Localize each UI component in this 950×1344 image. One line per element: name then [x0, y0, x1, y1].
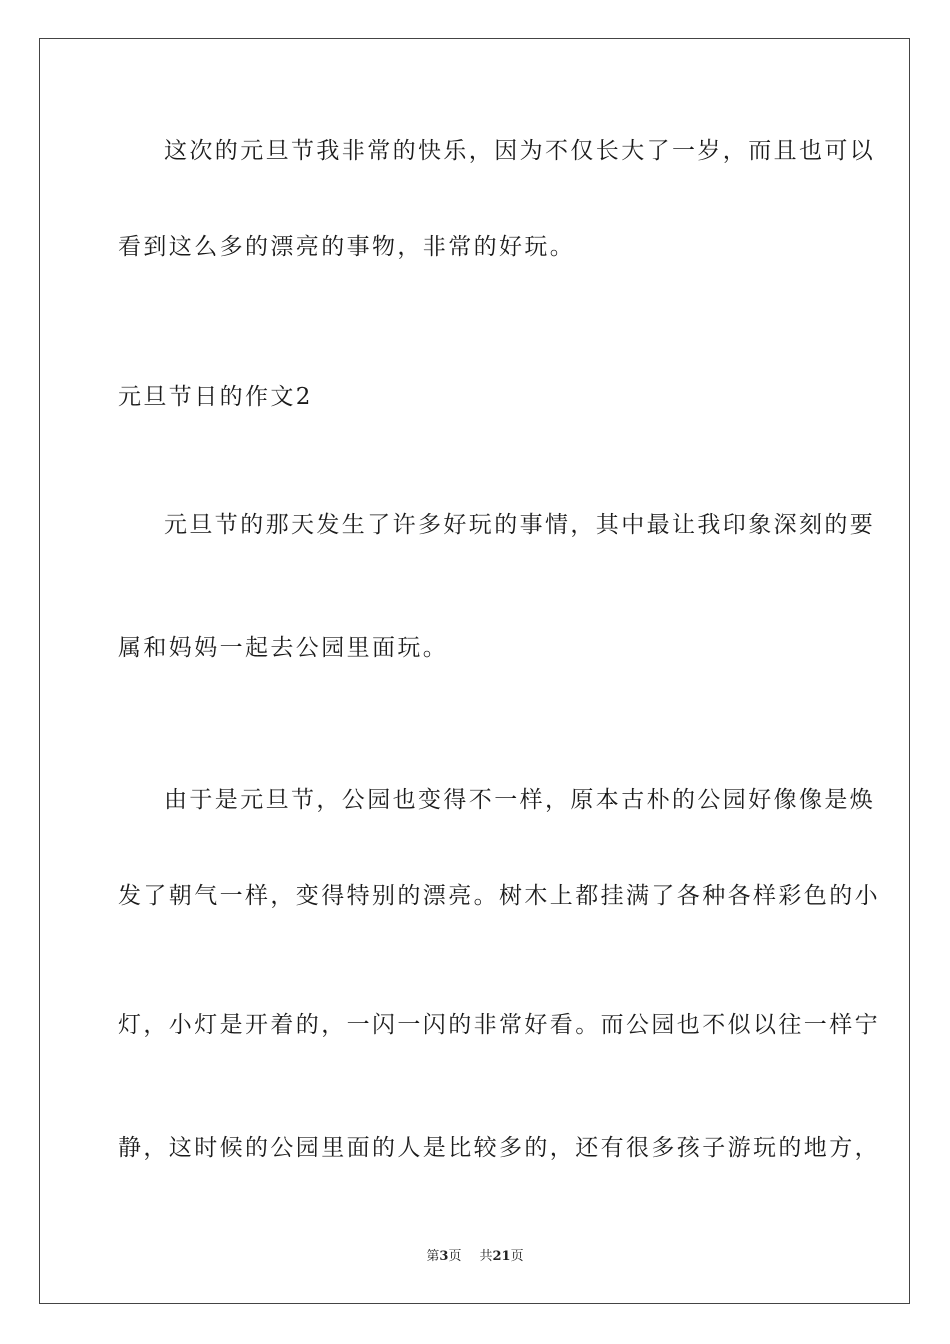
text-line: 发了朝气一样，变得特别的漂亮。树木上都挂满了各种各样彩色的小 [118, 883, 880, 909]
text-line: 看到这么多的漂亮的事物，非常的好玩。 [118, 234, 576, 260]
text-line: 这次的元旦节我非常的快乐，因为不仅长大了一岁，而且也可以 [164, 138, 876, 164]
footer-total-suffix: 页 [510, 1249, 524, 1264]
footer-total-prefix: 共 [479, 1249, 493, 1264]
section-heading: 元旦节日的作文2 [118, 384, 313, 410]
text-line: 属和妈妈一起去公园里面玩。 [118, 635, 449, 661]
footer-page-number: 3 [439, 1249, 449, 1264]
text-line: 元旦节的那天发生了许多好玩的事情，其中最让我印象深刻的要 [164, 512, 876, 538]
text-line: 灯，小灯是开着的，一闪一闪的非常好看。而公园也不似以往一样宁 [118, 1012, 880, 1038]
footer-total-pages: 21 [492, 1249, 511, 1264]
page-border [39, 38, 910, 1304]
footer-page-prefix: 第 [426, 1249, 440, 1264]
footer-page-suffix: 页 [448, 1249, 462, 1264]
text-line: 静，这时候的公园里面的人是比较多的，还有很多孩子游玩的地方， [118, 1135, 880, 1161]
page-footer [0, 1248, 950, 1266]
text-line: 由于是元旦节，公园也变得不一样，原本古朴的公园好像像是焕 [164, 787, 876, 813]
